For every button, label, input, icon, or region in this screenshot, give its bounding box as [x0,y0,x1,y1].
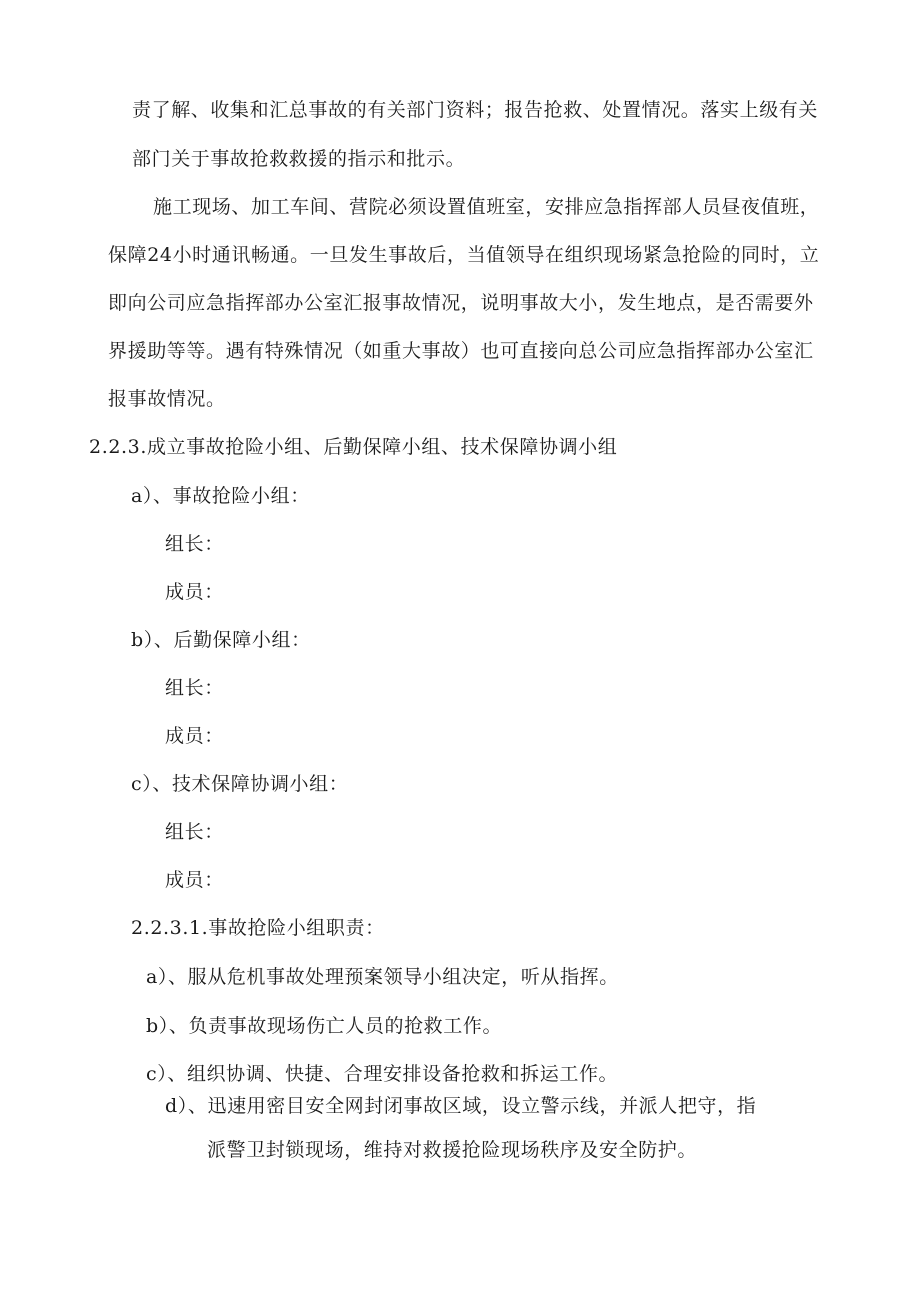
paragraph-line: 界援助等等。遇有特殊情况（如重大事故）也可直接向总公司应急指挥部办公室汇 [108,340,814,362]
group-title: c）、技术保障协调小组： [131,773,349,795]
duty-item: d）、迅速用密目安全网封闭事故区域，设立警示线，并派人把守，指 [165,1095,757,1117]
group-title: a）、事故抢险小组： [131,485,310,507]
paragraph-line: 施工现场、加工车间、营院必须设置值班室，安排应急指挥部人员昼夜值班， [153,196,820,218]
subsection-heading: 2.2.3.1.事故抢险小组职责： [131,917,385,939]
duty-item: c）、组织协调、快捷、合理安排设备抢救和拆运工作。 [146,1063,619,1085]
group-leader-label: 组长： [165,677,224,699]
duty-item: a）、服从危机事故处理预案领导小组决定，听从指挥。 [146,966,619,988]
paragraph-line: 部门关于事故抢救救援的指示和批示。 [132,148,466,170]
paragraph-line: 报事故情况。 [108,388,226,410]
group-members-label: 成员： [165,581,224,603]
group-title: b）、后勤保障小组： [131,629,311,651]
group-members-label: 成员： [165,725,224,747]
group-leader-label: 组长： [165,821,224,843]
paragraph-line: 即向公司应急指挥部办公室汇报事故情况，说明事故大小，发生地点，是否需要外 [108,292,814,314]
paragraph-line: 保障24小时通讯畅通。一旦发生事故后，当值领导在组织现场紧急抢险的同时，立 [108,244,820,266]
duty-item: b）、负责事故现场伤亡人员的抢救工作。 [146,1015,503,1037]
group-leader-label: 组长： [165,533,224,555]
section-heading: 2.2.3.成立事故抢险小组、后勤保障小组、技术保障协调小组 [89,436,618,458]
duty-item-continuation: 派警卫封锁现场，维持对救援抢险现场秩序及安全防护。 [207,1139,698,1161]
paragraph-line: 责了解、收集和汇总事故的有关部门资料；报告抢救、处置情况。落实上级有关 [132,99,819,121]
group-members-label: 成员： [165,869,224,891]
